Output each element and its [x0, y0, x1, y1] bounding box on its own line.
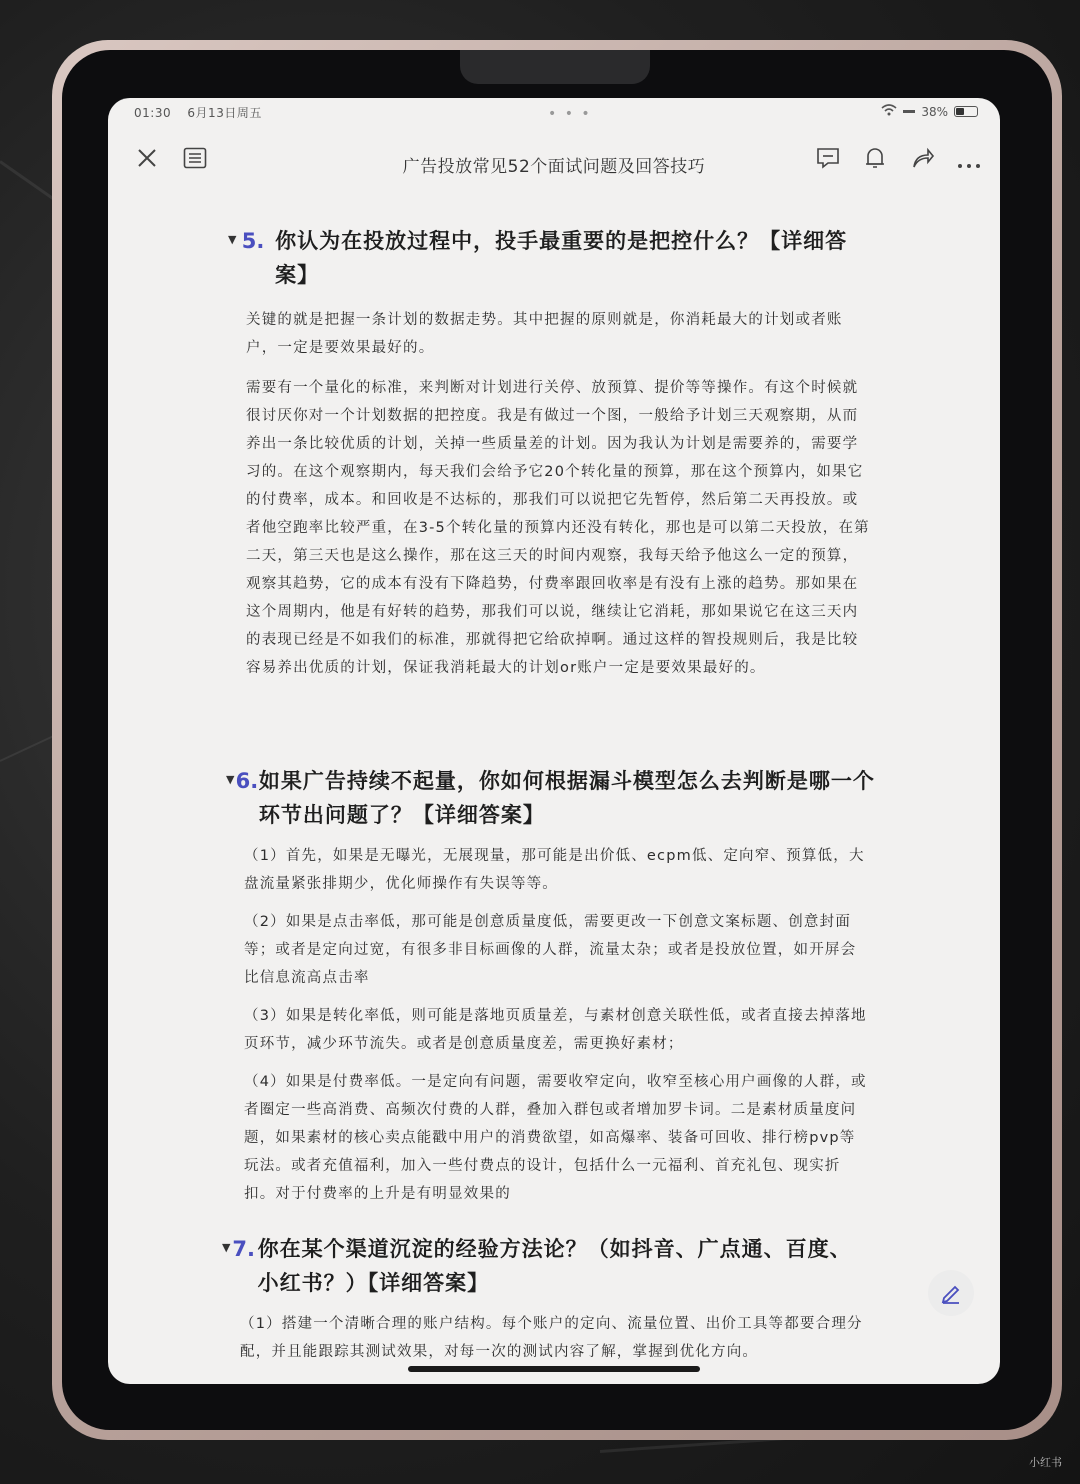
question-7	[108, 1232, 1000, 1366]
question-title: 如果广告持续不起量，你如何根据漏斗模型怎么去判断是哪一个环节出问题了？【详细答案】	[258, 769, 875, 827]
question-title: 你在某个渠道沉淀的经验方法论？（如抖音、广点通、百度、小红书？）【详细答案】	[257, 1237, 852, 1295]
question-number: 5.	[241, 229, 265, 253]
doc-toolbar	[108, 138, 1000, 188]
answer-paragraph: （1）首先，如果是无曝光，无展现量，那可能是出价低、ecpm低、定向窄、预算低，大盘流量紧张排期少，优化师操作有失误等等。	[244, 848, 865, 892]
answer-paragraph: （2）如果是点击率低，那可能是创意质量度低，需要更改一下创意文案标题、创意封面等；或者是定向过宽，有很多非目标画像的人群，流量太杂；或者是投放位置，如开屏会比信息流高点击率	[244, 914, 857, 986]
status-bar	[108, 98, 1000, 126]
answer-paragraph: 关键的就是把握一条计划的数据走势。其中把握的原则就是，你消耗最大的计划或者账户，一定是要效果最好的。	[246, 312, 843, 356]
watermark: 小红书	[1029, 1456, 1062, 1469]
question-heading[interactable]	[108, 1232, 1000, 1300]
answer-paragraph: （4）如果是付费率低。一是定向有问题，需要收窄定向，收窄至核心用户画像的人群，或者圈定一些高消费、高频次付费的人群，叠加入群包或者增加罗卡词。二是素材质量度问题，如果素材的核心卖点能戳中用户的消费欲望，如高爆率、装备可回收、排行榜pvp等玩法。或者充值福利，加入一些付费点的设计，包括什么一元福利、首充礼包、现实折扣。对于付费率的上升是有明显效果的	[244, 1074, 867, 1202]
answer-paragraph: （3）如果是转化率低，则可能是落地页质量差，与素材创意关联性低，或者直接去掉落地页环节，减少环节流失。或者是创意质量度差，需更换好素材；	[244, 1008, 867, 1052]
question-number: 7.	[232, 1237, 255, 1261]
question-heading[interactable]	[108, 764, 1000, 832]
doc-title: 广告投放常见52个面试问题及回答技巧	[402, 157, 706, 177]
status-time-date	[134, 104, 274, 121]
bell-icon[interactable]	[860, 146, 890, 176]
home-indicator[interactable]	[408, 1366, 700, 1372]
status-right	[881, 104, 978, 119]
status-date: 6月13日周五	[187, 106, 262, 120]
question-5	[108, 224, 1000, 682]
question-heading[interactable]	[108, 224, 1000, 292]
question-title: 你认为在投放过程中，投手最重要的是把控什么？【详细答案】	[275, 229, 848, 287]
status-time: 01:30	[134, 106, 172, 120]
marble-streak	[0, 735, 55, 762]
collapse-triangle-icon[interactable]: ▼	[228, 233, 237, 246]
question-number: 6.	[235, 769, 259, 793]
share-icon[interactable]	[908, 146, 938, 176]
multitask-dots[interactable]: • • •	[548, 106, 592, 122]
answer-paragraph: （1）搭建一个清晰合理的账户结构。每个账户的定向、流量位置、出价工具等都要合理分配，并且能跟踪其测试效果，对每一次的测试内容了解，掌握到优化方向。	[240, 1316, 863, 1360]
more-icon[interactable]	[954, 146, 984, 176]
collapse-triangle-icon[interactable]: ▼	[222, 1241, 231, 1254]
screen	[108, 98, 1000, 1384]
marble-streak	[0, 160, 58, 203]
battery-icon	[954, 106, 978, 117]
collapse-triangle-icon[interactable]: ▼	[226, 773, 235, 786]
question-6	[108, 764, 1000, 1208]
camera-notch	[460, 50, 650, 84]
battery-percent: 38%	[921, 104, 948, 119]
answer-paragraph: 需要有一个量化的标准，来判断对计划进行关停、放预算、提价等等操作。有这个时候就很讨厌你对一个计划数据的把控度。我是有做过一个图，一般给予计划三天观察期，从而养出一条比较优质的计划，关掉一些质量差的计划。因为我认为计划是需要养的，需要学习的。在这个观察期内，每天我们会给予它20个转化量的预算，那在这个预算内，如果它的付费率，成本。和回收是不达标的，那我们可以说把它先暂停，然后第二天再投放。或者他空跑率比较严重，在3-5个转化量的预算内还没有转化，那也是可以第二天投放，在第二天，第三天也是这么操作，那在这三天的时间内观察，我每天给予他这么一定的预算，观察其趋势，它的成本有没有下降趋势，付费率跟回收率是有没有上涨的趋势。那如果在这个周期内，他是有好转的趋势，那我们可以说，继续让它消耗，那如果说它在这三天内的表现已经是不如我们的标准，那就得把它给砍掉啊。通过这样的智投规则后，我是比较容易养出优质的计划，保证我消耗最大的计划or账户一定是要效果最好的。	[246, 380, 870, 676]
comment-icon[interactable]	[813, 146, 843, 176]
wifi-icon	[881, 104, 897, 119]
edit-pen-button[interactable]	[928, 1270, 974, 1316]
signal-icon	[903, 105, 915, 119]
